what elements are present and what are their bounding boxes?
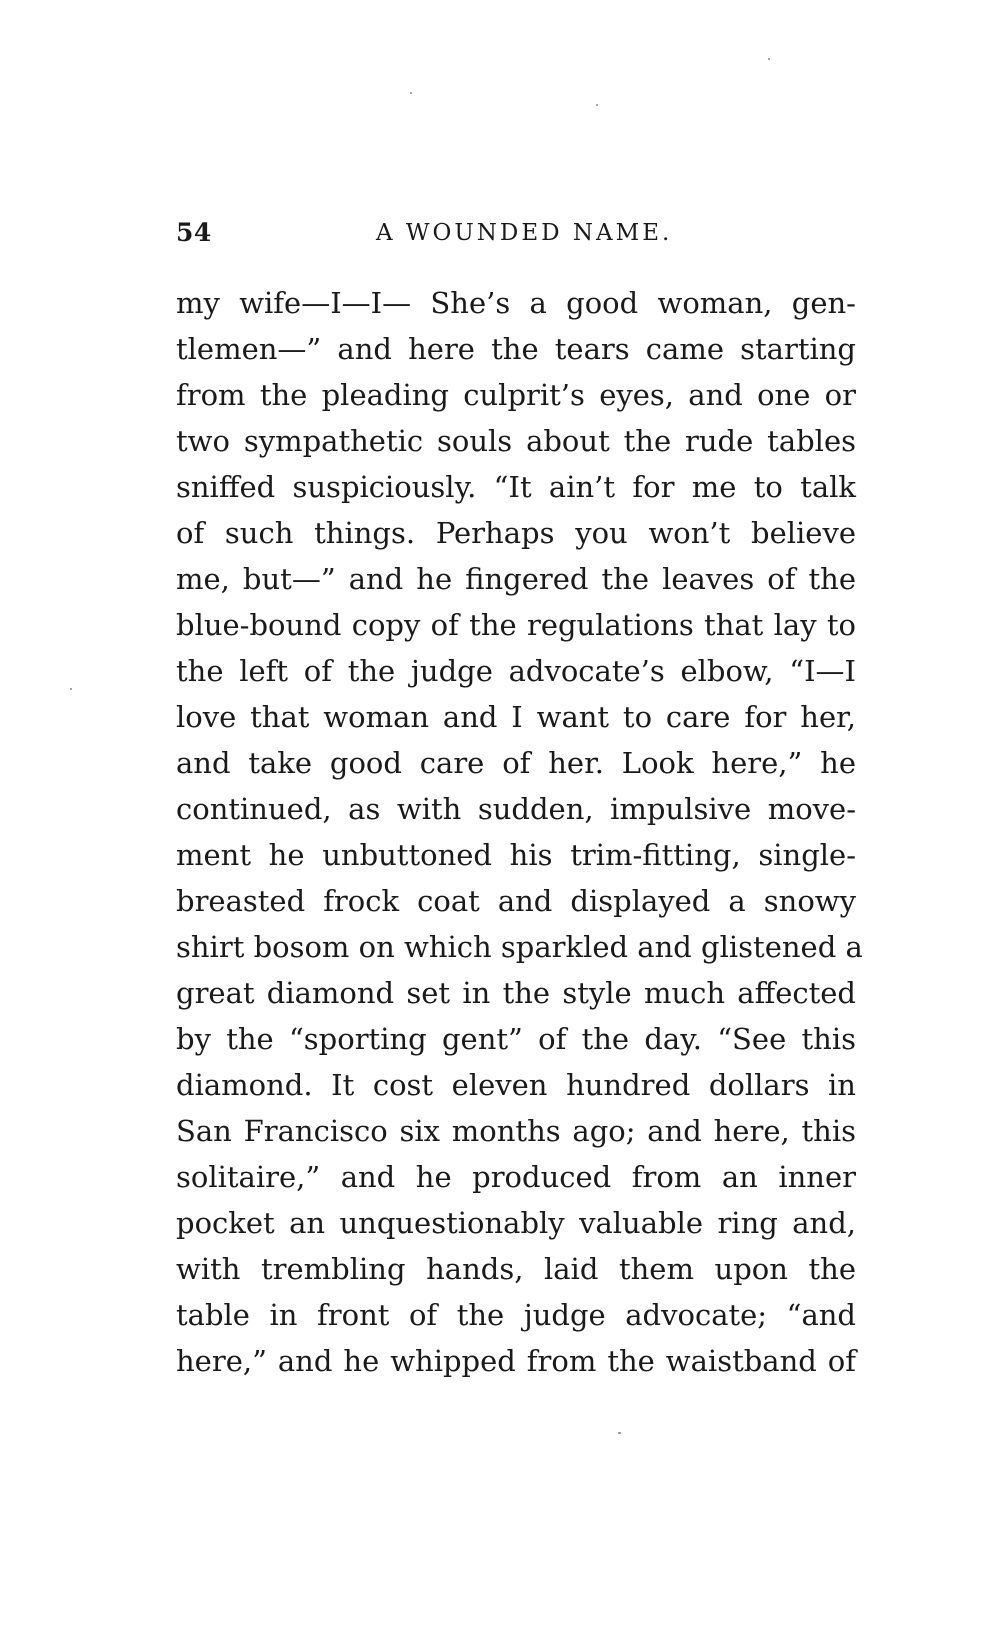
scan-speck [70,688,72,690]
text-line: sniffed suspiciously. “It ain’t for me to talk [176,470,856,504]
text-line: with trembling hands, laid them upon the [176,1252,856,1286]
text-line: diamond. It cost eleven hundred dollars in [176,1068,856,1102]
scan-speck [596,104,598,106]
running-head [176,218,856,258]
text-line: tlemen—” and here the tears came starting [176,332,856,366]
text-line: great diamond set in the style much affected [176,976,856,1010]
text-line: me, but—” and he fingered the leaves of the [176,562,856,596]
text-line: ment he unbuttoned his trim-fitting, single- [176,838,856,872]
text-line: solitaire,” and he produced from an inner [176,1160,856,1194]
text-line: table in front of the judge advocate; “and [176,1298,856,1332]
running-title: A WOUNDED NAME. [376,220,673,246]
text-line: shirt bosom on which sparkled and glistened a [176,930,863,964]
text-line: breasted frock coat and displayed a snowy [176,884,856,918]
body-text [176,280,863,1384]
text-line: San Francisco six months ago; and here, this [176,1114,856,1148]
text-line: pocket an unquestionably valuable ring and, [176,1206,856,1240]
text-line: blue-bound copy of the regulations that lay to [176,608,856,642]
text-line: my wife—I—I— She’s a good woman, gen- [176,286,856,320]
text-line: from the pleading culprit’s eyes, and one or [176,378,856,412]
text-line: of such things. Perhaps you won’t believe [176,516,856,550]
scan-speck [618,1432,621,1434]
text-line: here,” and he whipped from the waistband of [176,1344,856,1378]
text-line: continued, as with sudden, impulsive move- [176,792,856,826]
text-line: and take good care of her. Look here,” he [176,746,856,780]
scan-speck [410,92,412,94]
text-line: by the “sporting gent” of the day. “See this [176,1022,856,1056]
text-line: two sympathetic souls about the rude tables [176,424,856,458]
text-line: the left of the judge advocate’s elbow, “I—I [176,654,856,688]
text-line: love that woman and I want to care for her, [176,700,856,734]
page-number: 54 [176,218,212,247]
scan-speck [768,58,770,60]
